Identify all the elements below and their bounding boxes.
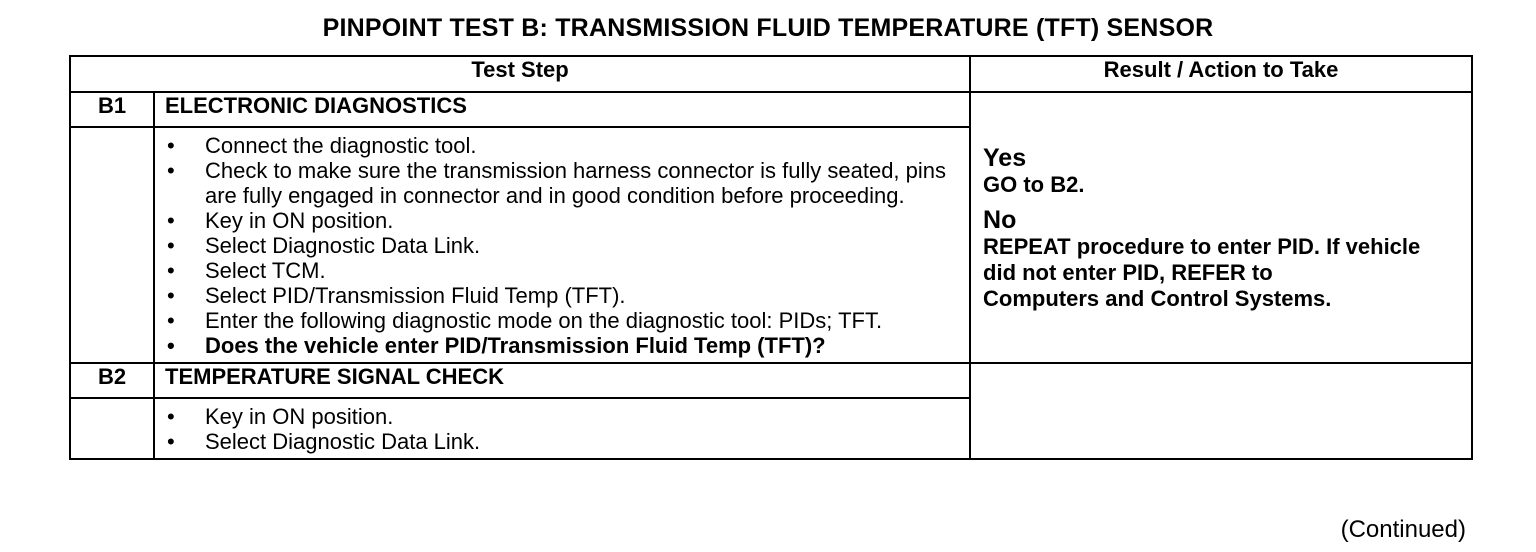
header-result-action: Result / Action to Take xyxy=(970,56,1472,92)
step-body-spacer-b1 xyxy=(70,127,154,363)
page-title: PINPOINT TEST B: TRANSMISSION FLUID TEMPERATURE (TFT) SENSOR xyxy=(322,14,1214,42)
step-body-b2 xyxy=(154,398,970,459)
list-item: • Select Diagnostic Data Link. xyxy=(167,429,969,454)
table-header-row xyxy=(70,56,1472,92)
list-item: • Select PID/Transmission Fluid Temp (TFT). xyxy=(167,283,969,308)
list-item: • Key in ON position. xyxy=(167,208,969,233)
result-cell-b2 xyxy=(970,363,1472,459)
step-title-b1: ELECTRONIC DIAGNOSTICS xyxy=(154,92,970,127)
list-item: • Key in ON position. xyxy=(167,404,969,429)
list-item-question: • Does the vehicle enter PID/Transmission Fluid Temp (TFT)? xyxy=(167,333,969,358)
result-yes-suffix: . xyxy=(1078,171,1085,197)
list-item: • Check to make sure the transmission harness connector is fully seated, pins are fully engaged in connector and in good condition before proceeding. xyxy=(167,158,969,208)
pinpoint-test-table xyxy=(69,55,1473,460)
result-yes-target: B2 xyxy=(1050,171,1079,197)
step-title-b2: TEMPERATURE SIGNAL CHECK xyxy=(154,363,970,398)
step-row-b1 xyxy=(70,92,1472,127)
list-item: • Connect the diagnostic tool. xyxy=(167,133,969,158)
result-no-line-2: did not enter PID, REFER to xyxy=(983,259,1273,285)
header-test-step: Test Step xyxy=(70,56,970,92)
continued-note: (Continued) xyxy=(1340,516,1466,543)
result-no-line-3: Computers and Control Systems. xyxy=(983,285,1332,311)
bullet-list-b1 xyxy=(155,128,969,362)
step-id-b2: B2 xyxy=(70,363,154,398)
bullet-list-b2 xyxy=(155,399,969,458)
result-cell-b1 xyxy=(970,92,1472,363)
list-item: • Select TCM. xyxy=(167,258,969,283)
list-item: • Enter the following diagnostic mode on the diagnostic tool: PIDs; TFT. xyxy=(167,308,969,333)
step-body-spacer-b2 xyxy=(70,398,154,459)
result-yes-prefix: GO to xyxy=(983,171,1051,197)
step-id-b1: B1 xyxy=(70,92,154,127)
result-yes-label: Yes xyxy=(983,143,1027,172)
step-row-b2 xyxy=(70,363,1472,398)
step-body-b1 xyxy=(154,127,970,363)
result-no-line-1: REPEAT procedure to enter PID. If vehicle xyxy=(983,233,1421,259)
result-yes-text xyxy=(983,172,1471,198)
list-item: • Select Diagnostic Data Link. xyxy=(167,233,969,258)
result-no-label: No xyxy=(983,205,1017,234)
